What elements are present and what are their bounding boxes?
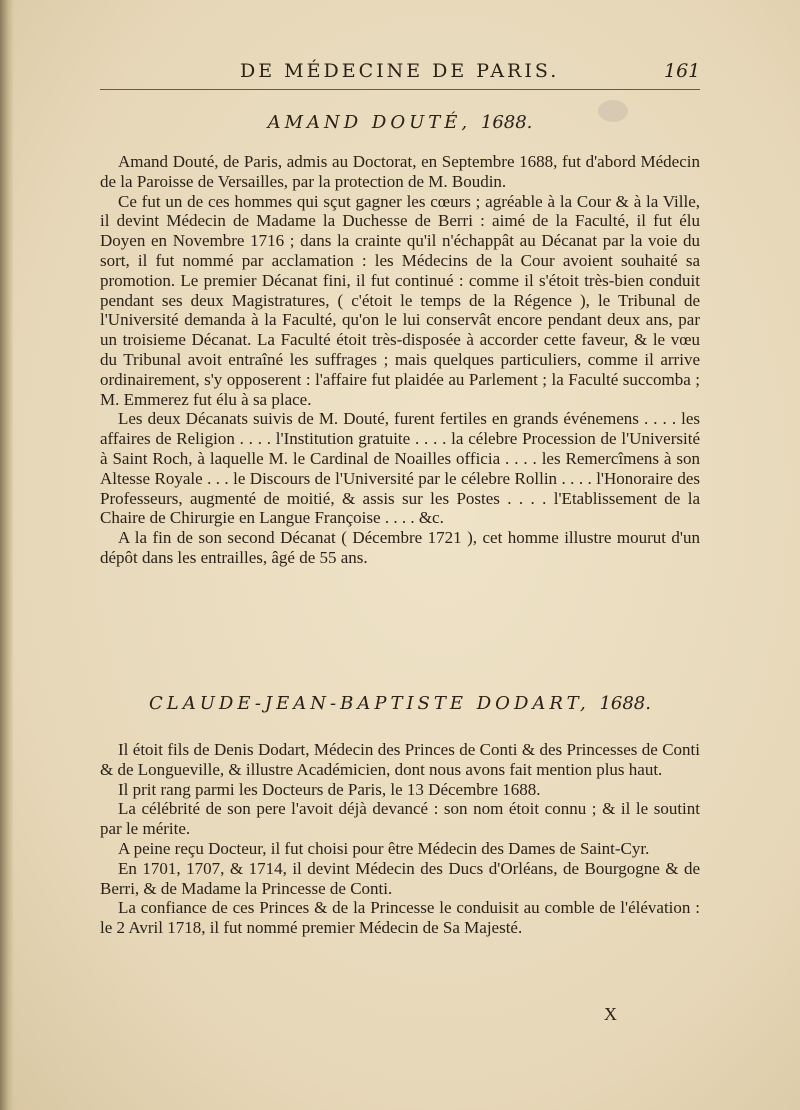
header-rule: [100, 89, 700, 90]
paragraph: Amand Douté, de Paris, admis au Doctorat, en Septembre 1688, fut d'abord Médecin de la Paroisse de Versailles, par la protection de M. Boudin.: [100, 152, 700, 191]
page-spine-shadow: [0, 0, 14, 1110]
paragraph: Il prit rang parmi les Docteurs de Paris, le 13 Décembre 1688.: [118, 779, 541, 799]
paragraph: A peine reçu Docteur, il fut choisi pour être Médecin des Dames de Saint-Cyr.: [118, 838, 650, 858]
paragraph: Ce fut un de ces hommes qui sçut gagner les cœurs ; agréable à la Cour & à la Ville, il devint Médecin de Madame la Duchesse de Berri : aimé de la Faculté, il fut élu Doyen en Novembre 1716 ; dans la crainte qu'il n'échappât au Décanat par la voie du sort, il fut nommé par acclamation : les Médecins de la Cour avoient souhaité sa promotion. Le premier Décanat fini, il fut continué : comme il s'étoit très-bien conduit pendant ses deux Magistratures, ( c'étoit le temps de la Régence ), le Tribunal de l'Université demanda à la Faculté, qu'on le lui conservât encore pendant deux ans, par un troisieme Décanat. La Faculté étoit très-disposée à accorder cette faveur, & le vœu du Tribunal avoit entraîné les suffrages ; mais quelques particuliers, comme il arrive ordinairement, s'y opposerent : l'affaire fut plaidée au Parlement ; la Faculté succomba ; M. Emmerez fut élu à sa place.: [100, 191, 700, 409]
paragraph: Il étoit fils de Denis Dodart, Médecin des Princes de Conti & des Princesses de Conti & de Longueville, & illustre Académicien, dont nous avons fait mention plus haut.: [100, 740, 700, 779]
page-number: 161: [664, 60, 701, 82]
heading-year: 1688.: [480, 112, 533, 133]
paragraph: A la fin de son second Décanat ( Décembre 1721 ), cet homme illustre mourut d'un dépôt dans les entrailles, âgé de 55 ans.: [100, 528, 700, 567]
heading-year: 1688.: [599, 693, 651, 714]
paragraph: La célébrité de son pere l'avoit déjà devancé : son nom étoit connu ; & il le soutint par le mérite.: [100, 799, 700, 839]
heading-name: AMAND DOUTÉ,: [267, 112, 472, 133]
running-head: [0, 60, 800, 90]
article-heading-dodart: [100, 693, 700, 714]
heading-name: CLAUDE-JEAN-BAPTISTE DODART,: [149, 693, 590, 714]
article-body-dodart: [100, 740, 700, 938]
paragraph: Les deux Décanats suivis de M. Douté, furent fertiles en grands événemens . . . . les affaires de Religion . . . . l'Institution gratuite . . . . la célebre Procession de l'Université à Saint Roch, à laquelle M. le Cardinal de Noailles officia . . . . les Remercîmens à son Altesse Royale . . . le Discours de l'Université par le célebre Rollin . . . . l'Honoraire des Professeurs, augmenté de moitié, & assis sur les Postes . . . . l'Etablissement de la Chaire de Chirurgie en Langue Françoise . . . . &c.: [100, 409, 700, 528]
paragraph: La confiance de ces Princes & de la Princesse le conduisit au comble de l'élévation : le 2 Avril 1718, il fut nommé premier Médecin de Sa Majesté.: [100, 898, 700, 938]
paragraph: En 1701, 1707, & 1714, il devint Médecin des Ducs d'Orléans, de Bourgogne & de Berri, & de Madame la Princesse de Conti.: [100, 858, 700, 898]
running-title: DE MÉDECINE DE PARIS.: [240, 60, 560, 82]
signature-mark: X: [604, 1004, 617, 1024]
article-heading-doute: [100, 112, 700, 133]
article-body-doute: [100, 152, 700, 568]
